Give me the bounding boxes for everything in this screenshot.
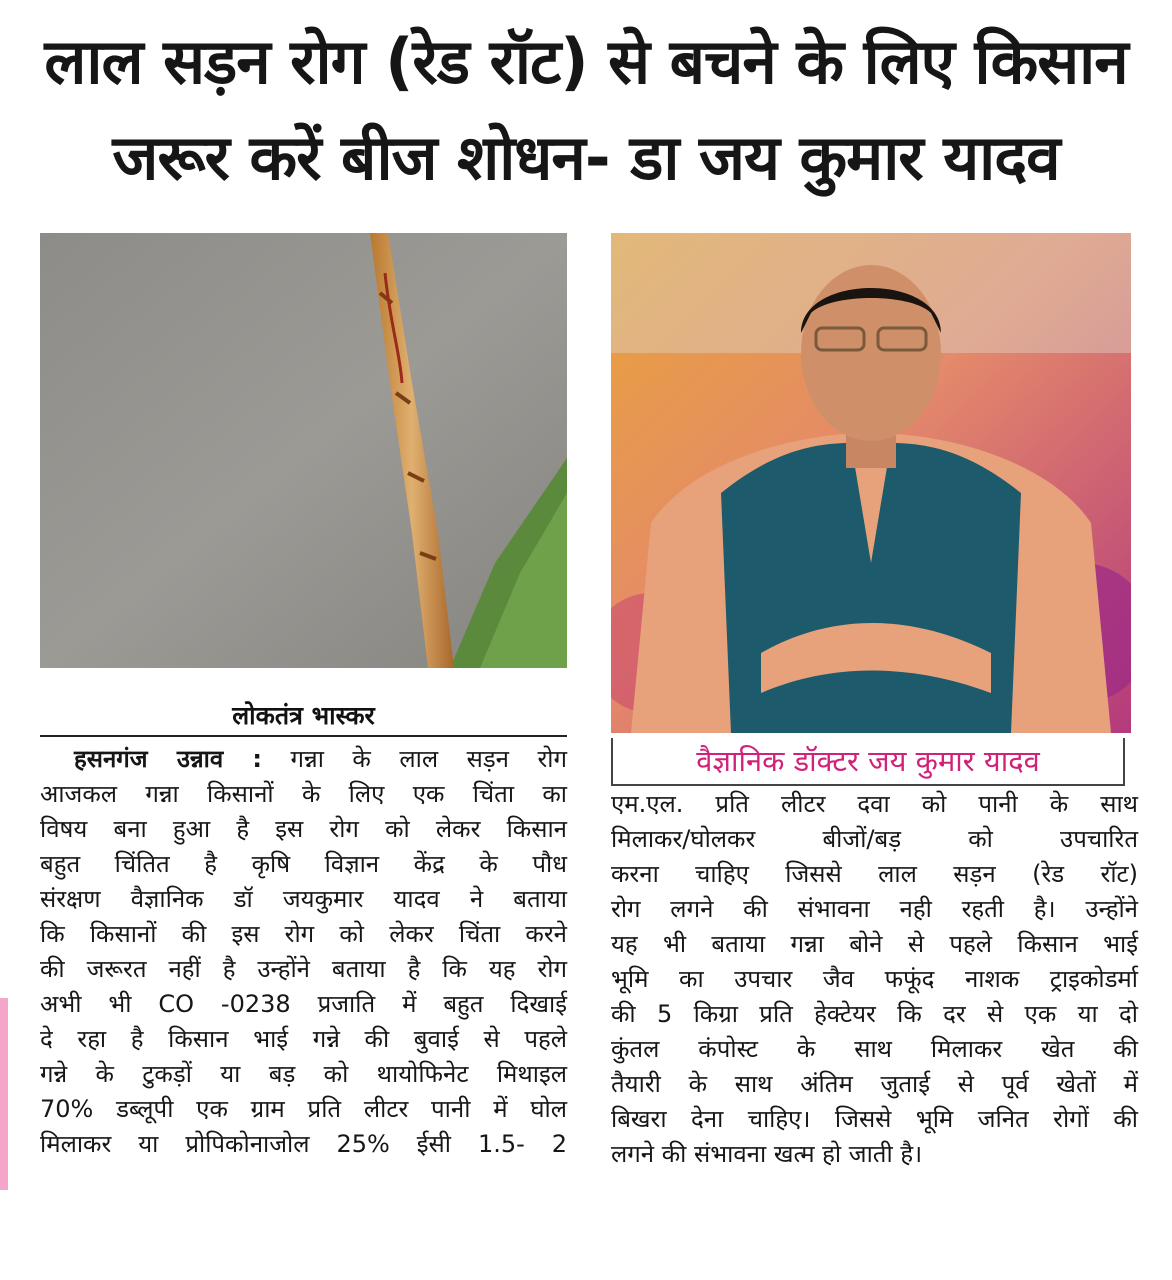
article-line: भूमि का उपचार जैव फफूंद नाशक ट्राइकोडर्मा <box>611 965 1138 993</box>
article-line: गन्ने के टुकड़ों या बड़ को थायोफिनेट मिथाइल <box>40 1060 567 1088</box>
sugarcane-red-rot-photo <box>40 233 567 668</box>
article-line: आजकल गन्ना किसानों के लिए एक चिंता का <box>40 780 567 808</box>
article-line: हसनगंज उन्नाव : गन्ना के लाल सड़न रोग <box>74 745 568 773</box>
article-line: बहुत चिंतित है कृषि विज्ञान केंद्र के पौध <box>40 850 567 878</box>
article-line: मिलाकर/घोलकर बीजों/बड़ को उपचारित <box>611 825 1138 853</box>
doctor-portrait-photo <box>611 233 1131 733</box>
newspaper-credit: लोकतंत्र भास्कर <box>232 701 375 730</box>
article-line: की 5 किग्रा प्रति हेक्टेयर कि दर से एक या दो <box>611 1000 1138 1028</box>
article-line: बिखरा देना चाहिए। जिससे भूमि जनित रोगों की <box>611 1105 1138 1133</box>
article-column-left <box>40 742 567 1162</box>
article-dateline: हसनगंज उन्नाव : <box>74 745 263 773</box>
headline <box>20 14 1152 206</box>
article-line: रोग लगने की संभावना नही रहती है। उन्होंने <box>611 895 1138 923</box>
credit-divider <box>40 735 567 737</box>
headline-line-1: लाल सड़न रोग (रेड रॉट) से बचने के लिए किसान <box>44 25 1128 98</box>
headline-line-2: जरूर करें बीज शोधन- डा जय कुमार यादव <box>112 121 1060 194</box>
article-line: यह भी बताया गन्ना बोने से पहले किसान भाई <box>611 930 1138 958</box>
article-line: कि किसानों की इस रोग को लेकर चिंता करने <box>40 920 567 948</box>
photo-caption: वैज्ञानिक डॉक्टर जय कुमार यादव <box>611 738 1125 786</box>
article-line: एम.एल. प्रति लीटर दवा को पानी के साथ <box>611 790 1138 818</box>
article-line: विषय बना हुआ है इस रोग को लेकर किसान <box>40 815 567 843</box>
article-line: लगने की संभावना खत्म हो जाती है। <box>611 1140 923 1168</box>
page-edge-mark <box>0 998 8 1190</box>
article-line: मिलाकर या प्रोपिकोनाजोल 25% ईसी 1.5- 2 <box>40 1130 567 1158</box>
article-line: करना चाहिए जिससे लाल सड़न (रेड रॉट) <box>611 860 1138 888</box>
article-line: अभी भी CO -0238 प्रजाति में बहुत दिखाई <box>40 990 567 1018</box>
article-line: की जरूरत नहीं है उन्होंने बताया है कि यह रोग <box>40 955 567 983</box>
article-line: कुंतल कंपोस्ट के साथ मिलाकर खेत की <box>611 1035 1138 1063</box>
article-line: दे रहा है किसान भाई गन्ने की बुवाई से पहले <box>40 1025 567 1053</box>
article-line: 70% डब्लूपी एक ग्राम प्रति लीटर पानी में घोल <box>40 1095 567 1123</box>
article-line: संरक्षण वैज्ञानिक डॉ जयकुमार यादव ने बताया <box>40 885 567 913</box>
article-column-right <box>611 787 1138 1172</box>
article-line: तैयारी के साथ अंतिम जुताई से पूर्व खेतों में <box>611 1070 1138 1098</box>
